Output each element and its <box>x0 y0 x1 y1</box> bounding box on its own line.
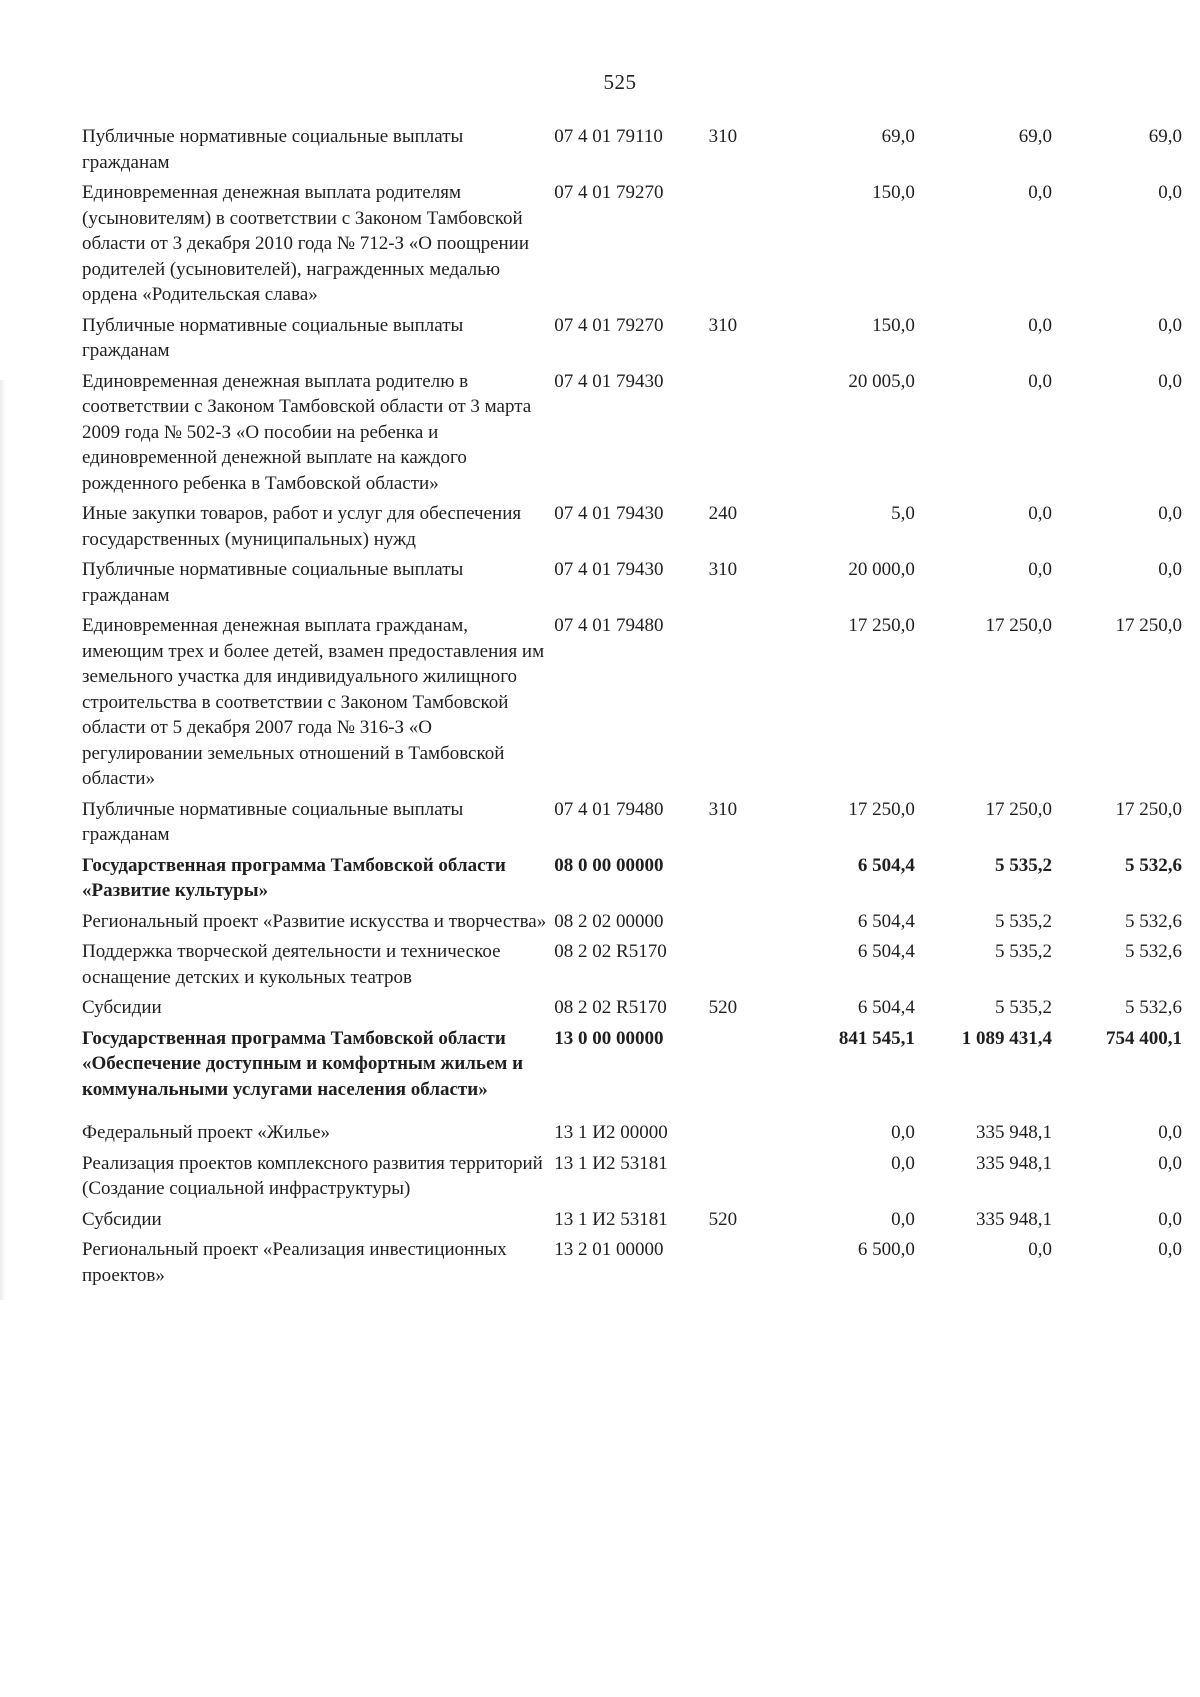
row-value-1: 0,0 <box>891 1208 915 1230</box>
row-code: 13 0 00 00000 <box>554 1027 664 1049</box>
row-type: 240 <box>708 503 738 524</box>
row-code: 07 4 01 79430 <box>554 370 664 392</box>
row-name: Иные закупки товаров, работ и услуг для обеспечения государственных (муниципальных) нужд <box>82 503 522 550</box>
row-code: 07 4 01 79480 <box>554 615 664 636</box>
row-code: 13 1 И2 00000 <box>554 1122 668 1143</box>
row-type <box>709 180 770 313</box>
row-code: 07 4 01 79110 <box>554 126 663 147</box>
row-value-3: 0,0 <box>1158 182 1182 203</box>
table-row <box>82 501 1182 557</box>
row-code: 13 1 И2 53181 <box>554 1208 668 1230</box>
row-value-1: 6 504,4 <box>857 910 915 932</box>
row-value-2: 5 535,2 <box>994 854 1052 876</box>
table-row <box>82 1237 1182 1293</box>
row-code: 13 1 И2 53181 <box>554 1152 668 1174</box>
table-row <box>82 909 1182 940</box>
row-value-1: 6 504,4 <box>857 854 915 876</box>
row-value-1: 6 504,4 <box>857 941 915 962</box>
table-row <box>82 124 1182 180</box>
row-name: Субсидии <box>82 1208 162 1230</box>
row-type <box>709 1151 770 1207</box>
row-value-2: 0,0 <box>1028 503 1052 524</box>
row-value-3: 0,0 <box>1158 503 1182 524</box>
row-value-2: 0,0 <box>1028 370 1052 392</box>
row-value-2: 5 535,2 <box>994 910 1052 932</box>
row-name: Реализация проектов комплексного развития территорий (Создание социальной инфраструктуры) <box>82 1152 543 1199</box>
row-type <box>709 1120 770 1151</box>
row-name: Субсидии <box>82 997 162 1018</box>
row-code: 07 4 01 79430 <box>554 503 664 524</box>
row-value-1: 150,0 <box>872 314 915 336</box>
row-type <box>709 1237 770 1293</box>
row-code: 08 0 00 00000 <box>554 854 664 876</box>
row-value-3: 5 532,6 <box>1125 997 1182 1018</box>
row-code: 07 4 01 79480 <box>554 798 664 820</box>
row-name: Поддержка творческой деятельности и техническое оснащение детских и кукольных театров <box>82 941 501 988</box>
row-code: 13 2 01 00000 <box>554 1239 664 1260</box>
row-type: 520 <box>708 997 738 1018</box>
row-value-2: 335 948,1 <box>975 1152 1052 1174</box>
row-name: Единовременная денежная выплата гражданам, имеющим трех и более детей, взамен предоставления им земельного участка для индивидуального жилищного строительства в соответствии с Законом Тамбовской области от 5 декабря 2007 года № 316-З «О регулировании земельных отношений в Тамбовской области» <box>82 615 545 789</box>
table-row <box>82 613 1182 797</box>
row-name: Единовременная денежная выплата родителям (усыновителям) в соответствии с Законом Тамбовской области от 3 декабря 2010 года № 712-З «О поощрении родителей (усыновителей), награжденных медалью ордена «Родительская слава» <box>82 182 530 305</box>
row-value-1: 17 250,0 <box>848 615 915 636</box>
row-value-3: 17 250,0 <box>1115 615 1182 636</box>
row-value-1: 17 250,0 <box>848 798 915 820</box>
row-type: 310 <box>708 798 738 820</box>
row-value-3: 5 532,6 <box>1125 941 1182 962</box>
row-name: Публичные нормативные социальные выплаты гражданам <box>82 798 464 845</box>
row-value-1: 0,0 <box>891 1152 915 1174</box>
row-value-3: 17 250,0 <box>1115 798 1182 820</box>
row-value-1: 5,0 <box>891 503 915 524</box>
table-row <box>82 1120 1182 1151</box>
row-value-1: 0,0 <box>891 1122 915 1143</box>
table-row <box>82 180 1182 313</box>
row-value-3: 0,0 <box>1158 1152 1182 1174</box>
table-row <box>82 1151 1182 1207</box>
row-name: Региональный проект «Реализация инвестиционных проектов» <box>82 1239 507 1286</box>
row-value-2: 0,0 <box>1028 1239 1052 1260</box>
row-name: Государственная программа Тамбовской области «Развитие культуры» <box>82 854 506 901</box>
budget-table-body <box>82 124 1182 1293</box>
row-code: 07 4 01 79270 <box>554 314 664 336</box>
row-type <box>709 939 770 995</box>
row-name: Единовременная денежная выплата родителю в соответствии с Законом Тамбовской области от 3 марта 2009 года № 502-З «О пособии на ребенка и единовременной денежной выплате на каждого рожденного ребенка в Тамбовской области» <box>82 370 532 494</box>
table-row <box>82 939 1182 995</box>
row-type <box>709 853 770 909</box>
row-value-2: 17 250,0 <box>985 798 1052 820</box>
row-value-2: 0,0 <box>1028 182 1052 203</box>
row-name: Федеральный проект «Жилье» <box>82 1122 331 1143</box>
row-type <box>709 613 770 797</box>
row-type <box>709 369 770 502</box>
row-type: 310 <box>708 314 738 336</box>
row-name: Публичные нормативные социальные выплаты гражданам <box>82 314 464 361</box>
row-value-1: 6 504,4 <box>857 997 915 1018</box>
table-row <box>82 557 1182 613</box>
row-value-3: 0,0 <box>1158 559 1182 580</box>
row-value-2: 17 250,0 <box>985 615 1052 636</box>
row-code: 07 4 01 79270 <box>554 182 664 203</box>
row-value-2: 335 948,1 <box>975 1122 1052 1143</box>
row-value-2: 335 948,1 <box>975 1208 1052 1230</box>
row-value-2: 69,0 <box>1018 126 1052 147</box>
row-value-3: 0,0 <box>1158 1239 1182 1260</box>
row-value-2: 1 089 431,4 <box>961 1027 1052 1049</box>
row-value-3: 754 400,1 <box>1106 1027 1182 1049</box>
row-value-1: 69,0 <box>881 126 915 147</box>
row-value-3: 69,0 <box>1148 126 1182 147</box>
row-value-1: 150,0 <box>872 182 915 203</box>
table-row <box>82 1207 1182 1238</box>
row-value-2: 5 535,2 <box>994 997 1052 1018</box>
scan-edge-shadow <box>0 380 6 1300</box>
row-name: Региональный проект «Развитие искусства и творчества» <box>82 910 547 932</box>
table-row <box>82 313 1182 369</box>
row-value-3: 0,0 <box>1158 1122 1182 1143</box>
row-type: 310 <box>708 126 738 147</box>
row-value-3: 0,0 <box>1158 370 1182 392</box>
table-row-program <box>82 853 1182 909</box>
row-code: 08 2 02 00000 <box>554 910 664 932</box>
row-code: 08 2 02 R5170 <box>554 997 667 1018</box>
row-code: 08 2 02 R5170 <box>554 941 667 962</box>
row-value-1: 6 500,0 <box>857 1239 915 1260</box>
row-type <box>709 1026 770 1121</box>
table-row <box>82 797 1182 853</box>
row-code: 07 4 01 79430 <box>554 559 664 580</box>
row-type <box>709 909 770 940</box>
table-row <box>82 995 1182 1026</box>
row-value-3: 0,0 <box>1158 314 1182 336</box>
row-value-2: 0,0 <box>1028 314 1052 336</box>
row-type: 520 <box>708 1208 738 1230</box>
page-number: 525 <box>603 70 637 94</box>
row-name: Публичные нормативные социальные выплаты гражданам <box>82 126 464 173</box>
row-value-2: 0,0 <box>1028 559 1052 580</box>
row-value-1: 20 000,0 <box>848 559 915 580</box>
budget-table <box>82 124 1182 1293</box>
row-value-3: 0,0 <box>1158 1208 1182 1230</box>
row-name: Публичные нормативные социальные выплаты гражданам <box>82 559 464 606</box>
row-value-3: 5 532,6 <box>1125 910 1182 932</box>
row-value-1: 20 005,0 <box>848 370 915 392</box>
table-row <box>82 369 1182 502</box>
row-value-3: 5 532,6 <box>1125 854 1182 876</box>
row-value-1: 841 545,1 <box>838 1027 915 1049</box>
table-row-program <box>82 1026 1182 1121</box>
row-name: Государственная программа Тамбовской области «Обеспечение доступным и комфортным жильем и коммунальными услугами населения области» <box>82 1027 524 1100</box>
row-value-2: 5 535,2 <box>994 941 1052 962</box>
row-type: 310 <box>708 559 738 580</box>
